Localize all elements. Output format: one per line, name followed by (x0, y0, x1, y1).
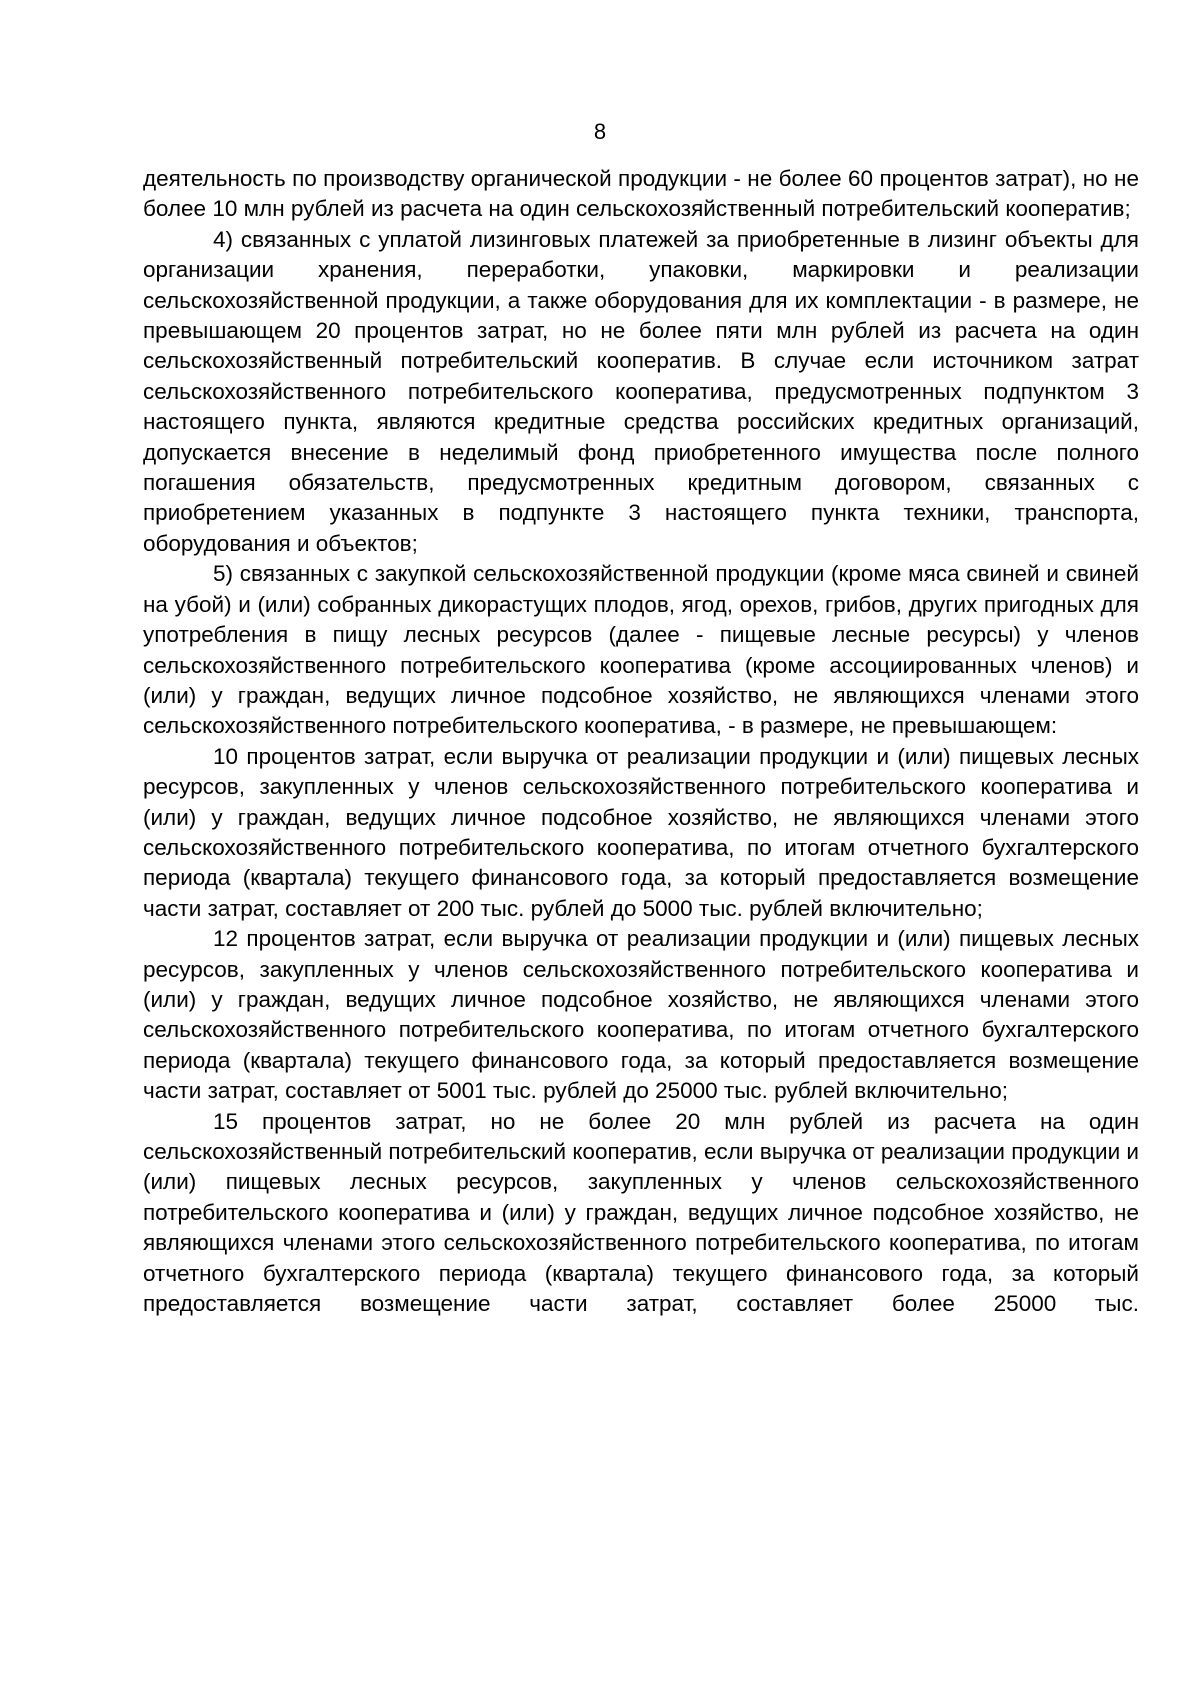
paragraph-rate-12-percent: 12 процентов затрат, если выручка от реализации продукции и (или) пищевых лесных ресурсов, закупленных у членов сельскохозяйственного потребительского кооператива и (или) у граждан, ведущих личное подсобное хозяйство, не являющихся членами этого сельскохозяйственного потребительского кооператива, по итогам отчетного бухгалтерского периода (квартала) текущего финансового года, за который предоставляется возмещение части затрат, составляет от 5001 тыс. рублей до 25000 тыс. рублей включительно; (143, 926, 1139, 1104)
paragraph-rate-15-percent: 15 процентов затрат, но не более 20 млн рублей из расчета на один сельскохозяйственный потребительский кооператив, если выручка от реализации продукции и (или) пищевых лесных ресурсов, закупленных у членов сельскохозяйственного потребительского кооператива и (или) у граждан, ведущих личное подсобное хозяйство, не являющихся членами этого сельскохозяйственного потребительского кооператива, по итогам отчетного бухгалтерского периода (квартала) текущего финансового года, за который предоставляется возмещение части затрат, составляет более 25000 тыс. (143, 1108, 1139, 1317)
paragraph-continuation: деятельность по производству органической продукции - не более 60 процентов затрат), но не более 10 млн рублей из расчета на один сельскохозяйственный потребительский кооператив; (143, 166, 1139, 222)
paragraph-item-4: 4) связанных с уплатой лизинговых платежей за приобретенные в лизинг объекты для организации хранения, переработки, упаковки, маркировки и реализации сельскохозяйственной продукции, а также оборудования для их комплектации - в размере, не превышающем 20 процентов затрат, но не более пяти млн рублей из расчета на один сельскохозяйственный потребительский кооператив. В случае если источником затрат сельскохозяйственного потребительского кооператива, предусмотренных подпунктом 3 настоящего пункта, являются кредитные средства российских кредитных организаций, допускается внесение в неделимый фонд приобретенного имущества после полного погашения обязательств, предусмотренных кредитным договором, связанных с приобретением указанных в подпункте 3 настоящего пункта техники, транспорта, оборудования и объектов; (143, 226, 1139, 556)
document-body (143, 164, 1139, 1319)
paragraph-item-5: 5) связанных с закупкой сельскохозяйственной продукции (кроме мяса свиней и свиней на убой) и (или) собранных дикорастущих плодов, ягод, орехов, грибов, других пригодных для употребления в пищу лесных ресурсов (далее - пищевые лесные ресурсы) у членов сельскохозяйственного потребительского кооператива (кроме ассоциированных членов) и (или) у граждан, ведущих личное подсобное хозяйство, не являющихся членами этого сельскохозяйственного потребительского кооператива, - в размере, не превышающем: (143, 561, 1139, 739)
paragraph-rate-10-percent: 10 процентов затрат, если выручка от реализации продукции и (или) пищевых лесных ресурсов, закупленных у членов сельскохозяйственного потребительского кооператива и (или) у граждан, ведущих личное подсобное хозяйство, не являющихся членами этого сельскохозяйственного потребительского кооператива, по итогам отчетного бухгалтерского периода (квартала) текущего финансового года, за который предоставляется возмещение части затрат, составляет от 200 тыс. рублей до 5000 тыс. рублей включительно; (143, 743, 1139, 921)
page-number: 8 (593, 119, 607, 144)
